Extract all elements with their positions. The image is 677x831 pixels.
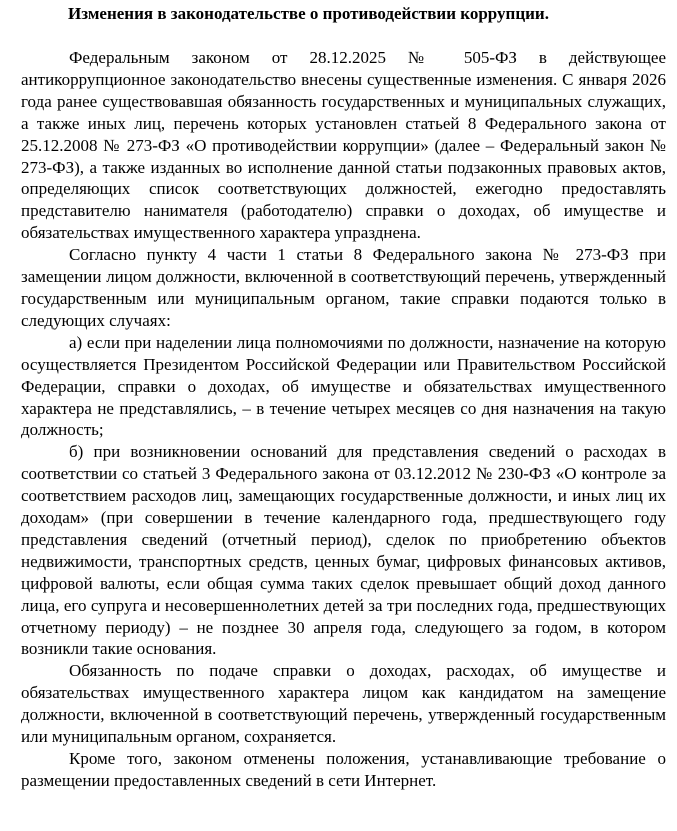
paragraph-law-changes: Федеральным законом от 28.12.2025 № 505-ФЗ в действующее антикоррупционное законодательство внесены существенные изменения. С января 2026 года ранее существовавшая обязанность государственных и муниципальных служащих, а также иных лиц, перечень которых установлен статьей 8 Федерального закона от 25.12.2008 № 273-ФЗ «О противодействии коррупции» (далее – Федеральный закон № 273-ФЗ), а также изданных во исполнение данной статьи подзаконных правовых актов, определяющих список соответствующих должностей, ежегодно предоставлять представителю нанимателя (работодателю) справки о доходах, об имуществе и обязательствах имущественного характера упразднена.	[21, 48, 666, 243]
paragraph-reporting-cases: Согласно пункту 4 части 1 статьи 8 Федерального закона № 273-ФЗ при замещении лицом должности, включенной в соответствующий перечень, утвержденный государственным или муниципальным органом, такие справки подаются только в следующих случаях:	[21, 245, 666, 330]
document-title: Изменения в законодательстве о противодействии коррупции.	[68, 4, 549, 23]
paragraph-candidate-obligation: Обязанность по подаче справки о доходах, расходах, об имуществе и обязательствах имущественного характера лицом как кандидатом на замещение должности, включенной в соответствующий перечень, утвержденный государственным или муниципальным органом, сохраняется.	[21, 661, 666, 747]
paragraph-internet-publication: Кроме того, законом отменены положения, устанавливающие требование о размещении предоставленных сведений в сети Интернет.	[21, 749, 666, 790]
paragraph-case-a: а) если при наделении лица полномочиями по должности, назначение на которую осуществляется Президентом Российской Федерации или Правительством Российской Федерации, справки о доходах, об имуществе и обязательствах имущественного характера не представлялись, – в течение четырех месяцев со дня назначения на такую должность;	[21, 332, 666, 440]
paragraph-case-b: б) при возникновении оснований для представления сведений о расходах в соответствии со статьей 3 Федерального закона от 03.12.2012 № 230-ФЗ «О контроле за соответствием расходов лиц, замещающих государственные должности, и иных лиц их доходам» (при совершении в течение календарного года, предшествующего году представления сведений (отчетный период), сделок по приобретению объектов недвижимости, транспортных средств, ценных бумаг, цифровых финансовых активов, цифровой валюты, если общая сумма таких сделок превышает общий доход данного лица, его супруга и несовершеннолетних детей за три последних года, предшествующих отчетному периоду) – не позднее 30 апреля года, следующего за годом, в котором возникли такие основания.	[21, 442, 666, 659]
